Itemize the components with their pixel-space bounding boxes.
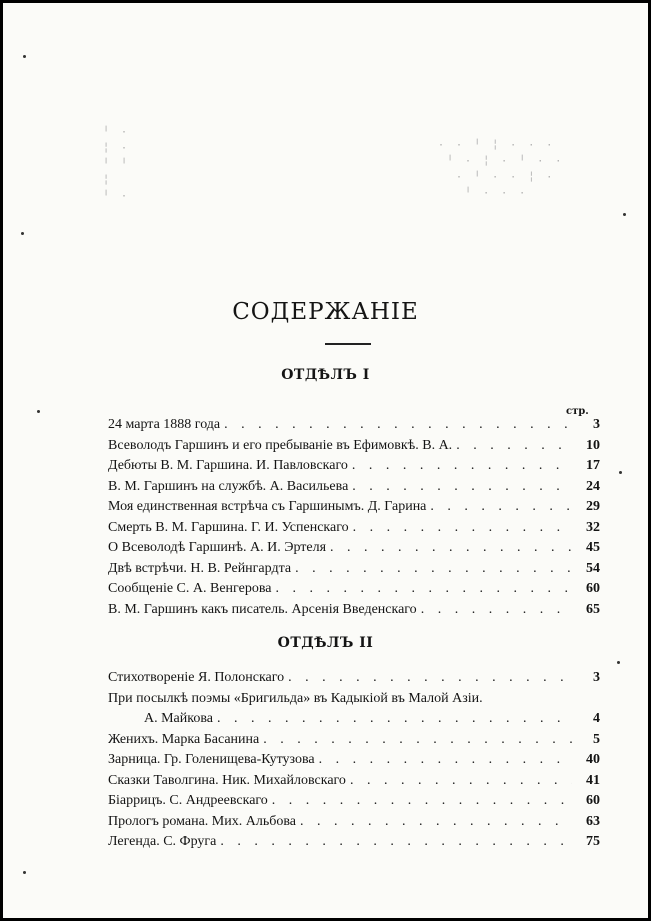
toc-entry (108, 497, 600, 518)
ink-speck (623, 213, 626, 216)
toc-entry (108, 600, 600, 621)
toc-entry-first-line (108, 689, 600, 710)
toc-entry-page: 32 (586, 519, 600, 535)
toc-entry-page: 10 (586, 437, 600, 453)
toc-entry-title: Легенда. С. Фруга (108, 834, 217, 849)
ink-speck (23, 871, 26, 874)
section-2-heading: ОТДѢЛЪ II (277, 635, 374, 651)
bleed-through-left: ╵ · ╎ · ╵ ╵ ╎ ╵ · (103, 127, 131, 202)
toc-entry (108, 791, 600, 812)
ink-speck (21, 232, 24, 235)
page-column-label: стр. (566, 406, 589, 417)
toc-entry (108, 771, 600, 792)
toc-entry-page: 65 (586, 601, 600, 617)
toc-entry-page: 24 (586, 478, 600, 494)
toc-entry (108, 730, 600, 751)
ink-speck (619, 471, 622, 474)
toc-entry-title: 24 марта 1888 года (108, 417, 221, 432)
toc-entry-title: Женихъ. Марка Басанина (108, 731, 260, 747)
toc-entry-page: 54 (586, 560, 600, 576)
title-underline (325, 343, 371, 345)
toc-entry-title: Зарница. Гр. Голенищева-Кутузова (108, 752, 315, 767)
toc-entry-page: 4 (593, 711, 600, 726)
toc-entry (108, 559, 600, 580)
toc-entry-title: Стихотвореніе Я. Полонскаго (108, 670, 285, 685)
toc-entry (108, 456, 600, 477)
toc-entry (108, 415, 600, 436)
toc-entry-title: О Всеволодѣ Гаршинѣ. А. И. Эртеля (108, 540, 327, 555)
toc-entry-page: 3 (593, 670, 600, 685)
toc-entry-title: В. М. Гаршинъ на службѣ. А. Васильева (108, 478, 349, 494)
toc-entry-page: 63 (586, 813, 600, 829)
page-title: СОДЕРЖАНІЕ (232, 299, 419, 325)
toc-entry-title: При посылкѣ поэмы «Бригильда» въ Кадыкіой въ Малой Азіи. (108, 690, 483, 706)
toc-entry-page: 75 (586, 834, 600, 849)
ink-speck (23, 55, 26, 58)
toc-entry (108, 812, 600, 833)
toc-entry-page: 40 (586, 752, 600, 767)
toc-entry-title: Всеволодъ Гаршинъ и его пребываніе въ Ефимовкѣ. В. А. (108, 437, 453, 453)
toc-entry-title: В. М. Гаршинъ какъ писатель. Арсенія Введенскаго (108, 601, 417, 617)
toc-entry-title: Сообщеніе С. А. Венгерова (108, 581, 272, 596)
toc-entry-page: 29 (586, 499, 600, 514)
section-2-list (108, 668, 600, 853)
toc-entry-page: 5 (593, 731, 600, 747)
toc-entry-title: Смерть В. М. Гаршина. Г. И. Успенскаго (108, 519, 349, 535)
toc-entry-page: 45 (586, 540, 600, 555)
toc-entry-page: 17 (586, 458, 600, 473)
toc-entry-page: 60 (586, 793, 600, 808)
toc-entry-title: Двѣ встрѣчи. Н. В. Рейнгардта (108, 560, 292, 576)
toc-entry (108, 477, 600, 498)
toc-entry (108, 832, 600, 853)
section-1-list (108, 415, 600, 620)
toc-entry-title: Сказки Таволгина. Ник. Михайловскаго (108, 772, 346, 788)
toc-entry (108, 668, 600, 689)
ink-speck (617, 661, 620, 664)
section-1-heading: ОТДѢЛЪ I (281, 367, 370, 383)
bleed-through-right: · · ╵ ╎ · · · ╵ · ╎ · ╵ · · · ╵ · · ╎ · ╵ · · · (438, 140, 565, 199)
toc-entry (108, 518, 600, 539)
toc-entry (108, 538, 600, 559)
toc-entry-title: Моя единственная встрѣча съ Гаршинымъ. Д. Гарина (108, 499, 427, 514)
toc-entry-title: А. Майкова (144, 711, 213, 726)
toc-entry-continuation (108, 709, 600, 730)
toc-entry (108, 436, 600, 457)
toc-entry-page: 60 (586, 581, 600, 596)
toc-entry (108, 750, 600, 771)
toc-entry (108, 579, 600, 600)
toc-entry-title: Дебюты В. М. Гаршина. И. Павловскаго (108, 458, 348, 473)
toc-entry-page: 3 (593, 417, 600, 432)
toc-entry-title: Прологъ романа. Мих. Альбова (108, 813, 296, 829)
toc-entry-page: 41 (586, 772, 600, 788)
ink-speck (37, 410, 40, 413)
toc-entry-title: Біаррицъ. С. Андреевскаго (108, 793, 268, 808)
